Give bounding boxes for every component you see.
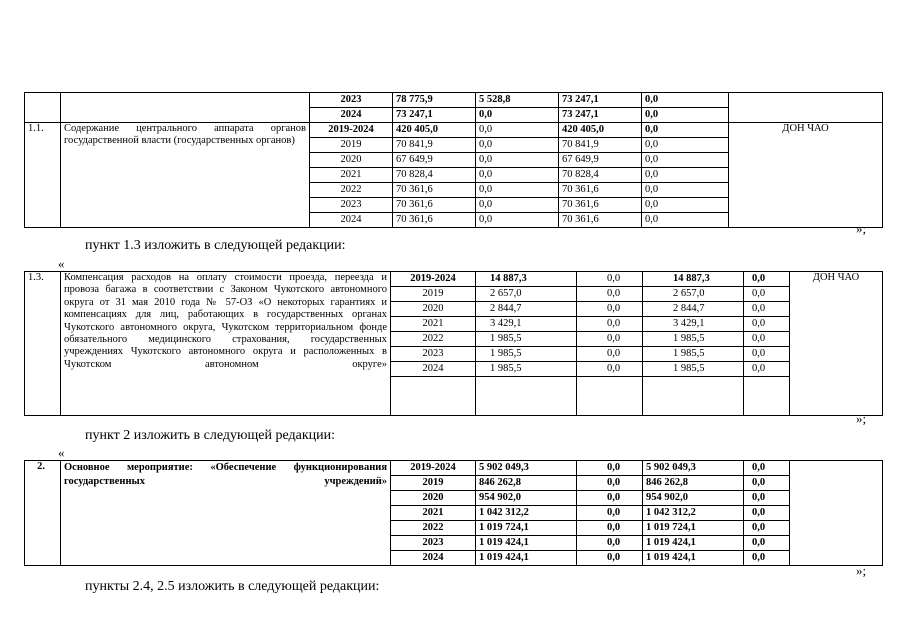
value-cell: 0,0 <box>577 362 643 377</box>
year-cell: 2024 <box>391 362 476 377</box>
value-cell: 70 361,6 <box>559 198 642 213</box>
value-cell: 0,0 <box>744 536 790 551</box>
value-cell: 0,0 <box>744 287 790 302</box>
year-cell: 2022 <box>391 332 476 347</box>
value-cell: 0,0 <box>476 153 559 168</box>
year-cell: 2023 <box>310 93 393 108</box>
value-cell: 0,0 <box>476 168 559 183</box>
value-cell: 0,0 <box>642 138 729 153</box>
value-cell: 3 429,1 <box>643 317 744 332</box>
value-cell: 2 844,7 <box>643 302 744 317</box>
value-cell: 1 042 312,2 <box>643 506 744 521</box>
total-value-cell: 78 775,9 <box>393 93 476 108</box>
instruction-paragraph: пункты 2.4, 2.5 изложить в следующей редакции: <box>85 579 380 594</box>
item-description-cell <box>61 93 310 123</box>
value-cell: 67 649,9 <box>559 153 642 168</box>
responsible-cell <box>790 461 883 566</box>
total-value-cell: 73 247,1 <box>393 108 476 123</box>
instruction-paragraph: пункт 2 изложить в следующей редакции: <box>85 428 335 443</box>
value-cell <box>577 377 643 416</box>
total-value-cell: 70 361,6 <box>393 198 476 213</box>
value-cell: 0,0 <box>642 183 729 198</box>
item-description-cell: Компенсация расходов на оплату стоимости проезда, переезда и провоза багажа в соответствии с Законом Чукотского автономного округа от 31 мая 2010 года № 57-ОЗ «О некоторых гарантиях и компенсациях для лиц, работающих в государственных органах Чукотского автономного округа, Чукотском территориальном фонде обязательного медицинского страхования, государственных учреждениях Чукотского автономного округа и расположенных в Чукотском автономном округе» <box>61 272 391 416</box>
value-cell: 1 019 424,1 <box>643 536 744 551</box>
total-value-cell: 420 405,0 <box>393 123 476 138</box>
total-value-cell: 70 361,6 <box>393 183 476 198</box>
total-value-cell: 1 985,5 <box>476 362 577 377</box>
value-cell: 0,0 <box>577 551 643 566</box>
total-value-cell: 2 844,7 <box>476 302 577 317</box>
value-cell: 0,0 <box>577 272 643 287</box>
value-cell: 0,0 <box>744 332 790 347</box>
value-cell <box>643 377 744 416</box>
value-cell: 0,0 <box>744 476 790 491</box>
item-number-cell: 1.3. <box>25 272 61 416</box>
total-value-cell: 1 042 312,2 <box>476 506 577 521</box>
year-cell: 2019 <box>391 476 476 491</box>
value-cell: 0,0 <box>577 302 643 317</box>
value-cell: 0,0 <box>577 287 643 302</box>
year-cell <box>391 377 476 416</box>
instruction-paragraph: пункт 1.3 изложить в следующей редакции: <box>85 238 346 253</box>
value-cell: 0,0 <box>642 213 729 228</box>
total-value-cell: 954 902,0 <box>476 491 577 506</box>
year-cell: 2020 <box>310 153 393 168</box>
total-value-cell: 67 649,9 <box>393 153 476 168</box>
value-cell: 0,0 <box>744 461 790 476</box>
value-cell: 0,0 <box>577 521 643 536</box>
value-cell: 0,0 <box>744 272 790 287</box>
item-number-cell <box>25 93 61 123</box>
total-value-cell: 1 019 424,1 <box>476 536 577 551</box>
value-cell <box>744 377 790 416</box>
value-cell: 1 985,5 <box>643 347 744 362</box>
value-cell: 954 902,0 <box>643 491 744 506</box>
total-value-cell: 1 019 724,1 <box>476 521 577 536</box>
opening-quote: « <box>58 256 65 271</box>
value-cell: 2 657,0 <box>643 287 744 302</box>
year-cell: 2019-2024 <box>310 123 393 138</box>
value-cell: 0,0 <box>577 332 643 347</box>
value-cell: 0,0 <box>476 138 559 153</box>
year-cell: 2020 <box>391 491 476 506</box>
value-cell: 0,0 <box>642 153 729 168</box>
budget-table-1 <box>24 92 883 228</box>
value-cell: 70 361,6 <box>559 213 642 228</box>
value-cell: 73 247,1 <box>559 108 642 123</box>
value-cell: 0,0 <box>744 347 790 362</box>
value-cell: 0,0 <box>642 198 729 213</box>
value-cell: 1 019 724,1 <box>643 521 744 536</box>
total-value-cell: 1 985,5 <box>476 332 577 347</box>
value-cell: 0,0 <box>476 123 559 138</box>
year-cell: 2019 <box>391 287 476 302</box>
item-number-cell: 1.1. <box>25 123 61 228</box>
year-cell: 2021 <box>310 168 393 183</box>
total-value-cell: 846 262,8 <box>476 476 577 491</box>
year-cell: 2024 <box>310 108 393 123</box>
total-value-cell: 14 887,3 <box>476 272 577 287</box>
year-cell: 2019-2024 <box>391 272 476 287</box>
value-cell: 0,0 <box>744 362 790 377</box>
budget-table-3 <box>24 460 883 566</box>
value-cell: 0,0 <box>642 168 729 183</box>
value-cell: 0,0 <box>744 506 790 521</box>
total-value-cell <box>476 377 577 416</box>
total-value-cell: 3 429,1 <box>476 317 577 332</box>
total-value-cell: 5 902 049,3 <box>476 461 577 476</box>
table-row <box>25 93 883 108</box>
value-cell: 14 887,3 <box>643 272 744 287</box>
value-cell: 0,0 <box>744 491 790 506</box>
total-value-cell: 70 828,4 <box>393 168 476 183</box>
value-cell: 0,0 <box>577 317 643 332</box>
value-cell: 1 985,5 <box>643 332 744 347</box>
value-cell: 1 985,5 <box>643 362 744 377</box>
item-description-cell: Основное мероприятие: «Обеспечение функционирования государственных учреждений» <box>61 461 391 566</box>
value-cell: 0,0 <box>642 108 729 123</box>
year-cell: 2021 <box>391 317 476 332</box>
closing-quote: »; <box>856 221 867 236</box>
value-cell: 0,0 <box>577 536 643 551</box>
value-cell: 0,0 <box>744 317 790 332</box>
total-value-cell: 70 361,6 <box>393 213 476 228</box>
value-cell: 0,0 <box>642 93 729 108</box>
value-cell: 70 841,9 <box>559 138 642 153</box>
value-cell: 0,0 <box>577 476 643 491</box>
value-cell: 0,0 <box>744 551 790 566</box>
value-cell: 0,0 <box>642 123 729 138</box>
year-cell: 2022 <box>310 183 393 198</box>
year-cell: 2020 <box>391 302 476 317</box>
closing-quote: »; <box>856 563 867 578</box>
year-cell: 2019 <box>310 138 393 153</box>
total-value-cell: 1 985,5 <box>476 347 577 362</box>
value-cell: 0,0 <box>476 108 559 123</box>
table-row <box>25 123 883 138</box>
responsible-cell: ДОН ЧАО <box>729 123 883 228</box>
value-cell: 0,0 <box>577 347 643 362</box>
table-row <box>25 272 883 287</box>
item-number-cell: 2. <box>25 461 61 566</box>
value-cell: 73 247,1 <box>559 93 642 108</box>
value-cell: 0,0 <box>476 183 559 198</box>
value-cell: 0,0 <box>577 506 643 521</box>
value-cell: 0,0 <box>744 302 790 317</box>
value-cell: 70 361,6 <box>559 183 642 198</box>
value-cell: 1 019 424,1 <box>643 551 744 566</box>
year-cell: 2019-2024 <box>391 461 476 476</box>
responsible-cell: ДОН ЧАО <box>790 272 883 416</box>
opening-quote: « <box>58 445 65 460</box>
value-cell: 5 528,8 <box>476 93 559 108</box>
value-cell: 420 405,0 <box>559 123 642 138</box>
table-row <box>25 461 883 476</box>
budget-table-2 <box>24 271 883 416</box>
closing-quote: »; <box>856 411 867 426</box>
total-value-cell: 1 019 424,1 <box>476 551 577 566</box>
value-cell: 0,0 <box>577 491 643 506</box>
value-cell: 5 902 049,3 <box>643 461 744 476</box>
year-cell: 2021 <box>391 506 476 521</box>
total-value-cell: 2 657,0 <box>476 287 577 302</box>
value-cell: 0,0 <box>476 198 559 213</box>
value-cell: 0,0 <box>476 213 559 228</box>
total-value-cell: 70 841,9 <box>393 138 476 153</box>
year-cell: 2023 <box>391 536 476 551</box>
responsible-cell <box>729 93 883 123</box>
item-description-cell: Содержание центрального аппарата органов государственной власти (государственных органов) <box>61 123 310 228</box>
value-cell: 0,0 <box>577 461 643 476</box>
year-cell: 2022 <box>391 521 476 536</box>
year-cell: 2024 <box>310 213 393 228</box>
value-cell: 0,0 <box>744 521 790 536</box>
year-cell: 2024 <box>391 551 476 566</box>
value-cell: 70 828,4 <box>559 168 642 183</box>
year-cell: 2023 <box>310 198 393 213</box>
value-cell: 846 262,8 <box>643 476 744 491</box>
year-cell: 2023 <box>391 347 476 362</box>
